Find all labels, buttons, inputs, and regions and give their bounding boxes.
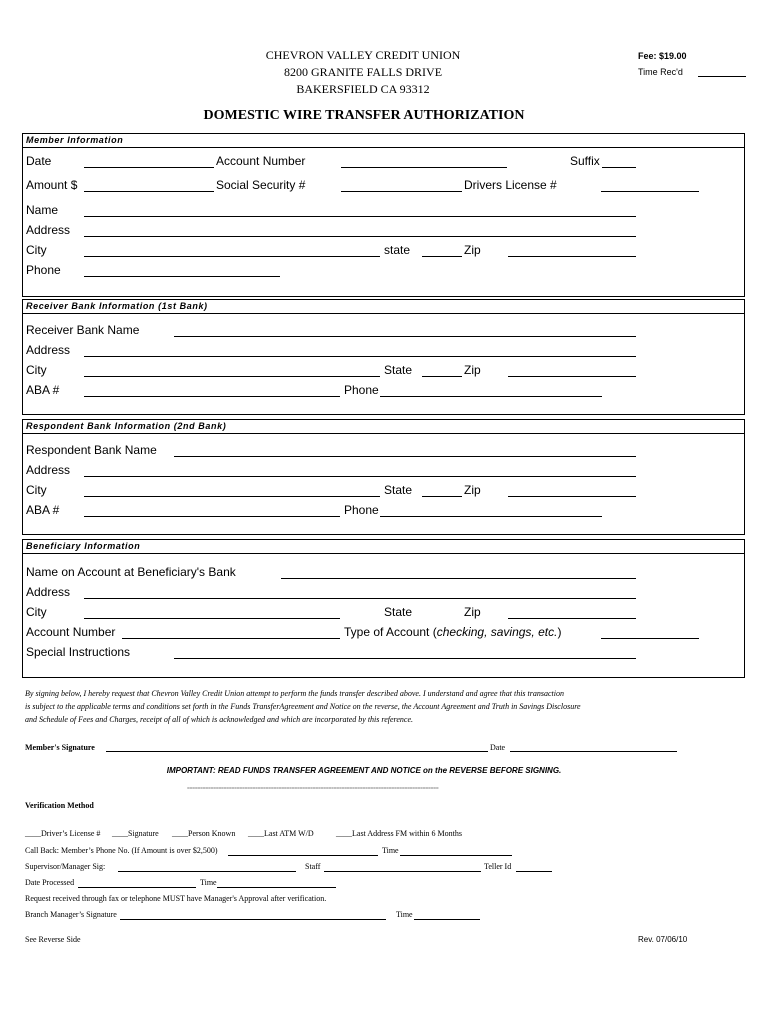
verify-signature[interactable]: ____Signature: [112, 829, 159, 838]
revision-date: Rev. 07/06/10: [638, 935, 688, 944]
verification-heading: Verification Method: [25, 801, 94, 810]
receiver-bank-name-label: Receiver Bank Name: [26, 323, 140, 337]
section-heading-respondent: Respondent Bank Information (2nd Bank): [22, 419, 745, 434]
callback-time-label: Time: [382, 846, 399, 855]
drivers-license-field[interactable]: [601, 191, 699, 192]
staff-label: Staff: [305, 862, 321, 871]
org-name: CHEVRON VALLEY CREDIT UNION: [265, 48, 461, 62]
fee-label: Fee: $19.00: [638, 51, 687, 61]
signature-date-label: Date: [490, 743, 506, 752]
drivers-license-label: Drivers License #: [464, 178, 557, 192]
receiver-city-label: City: [26, 363, 47, 377]
respondent-city-field[interactable]: [84, 496, 380, 497]
amount-field[interactable]: [84, 191, 214, 192]
date-processed-label: Date Processed: [25, 878, 75, 887]
receiver-city-field[interactable]: [84, 376, 380, 377]
receiver-aba-field[interactable]: [84, 396, 340, 397]
type-of-account-field[interactable]: [601, 638, 699, 639]
processed-time-label: Time: [200, 878, 217, 887]
beneficiary-city-label: City: [26, 605, 47, 619]
type-of-account-suffix: ): [557, 625, 562, 639]
respondent-state-field[interactable]: [422, 496, 462, 497]
beneficiary-name-field[interactable]: [281, 578, 636, 579]
member-signature-label: Member's Signature: [25, 743, 95, 752]
respondent-address-field[interactable]: [84, 476, 636, 477]
important-notice: IMPORTANT: READ FUNDS TRANSFER AGREEMENT AND NOTICE on the REVERSE BEFORE SIGNING.: [166, 766, 562, 775]
amount-label: Amount $: [26, 178, 78, 192]
respondent-phone-field[interactable]: [380, 516, 602, 517]
date-field[interactable]: [84, 167, 214, 168]
section-heading-receiver: Receiver Bank Information (1st Bank): [22, 299, 745, 314]
member-phone-field[interactable]: [84, 276, 280, 277]
callback-label: Call Back: Member’s Phone No. (If Amount is over $2,500): [25, 846, 218, 855]
divider: ================================================================================================: [187, 787, 439, 792]
respondent-state-label: State: [384, 483, 413, 497]
beneficiary-name-label: Name on Account at Beneficiary's Bank: [26, 565, 236, 579]
beneficiary-account-number-field[interactable]: [122, 638, 340, 639]
type-of-account-examples: checking, savings, etc.: [436, 625, 558, 639]
branch-time-field[interactable]: [414, 919, 480, 920]
time-recd-field[interactable]: [698, 76, 746, 77]
staff-field[interactable]: [324, 871, 481, 872]
account-number-label: Account Number: [216, 154, 306, 168]
callback-time-field[interactable]: [400, 855, 512, 856]
member-city-label: City: [26, 243, 47, 257]
verify-last-address[interactable]: ____Last Address FM within 6 Months: [336, 829, 463, 838]
respondent-city-label: City: [26, 483, 47, 497]
respondent-aba-label: ABA #: [26, 503, 60, 517]
special-instructions-label: Special Instructions: [26, 645, 131, 659]
receiver-aba-label: ABA #: [26, 383, 60, 397]
suffix-field[interactable]: [602, 167, 636, 168]
verify-person-known[interactable]: ____Person Known: [172, 829, 236, 838]
time-recd-label: Time Rec'd: [638, 67, 683, 77]
branch-manager-sig-field[interactable]: [120, 919, 386, 920]
org-address-line1: 8200 GRANITE FALLS DRIVE: [283, 65, 443, 79]
receiver-address-field[interactable]: [84, 356, 636, 357]
beneficiary-zip-label: Zip: [464, 605, 481, 619]
date-processed-field[interactable]: [78, 887, 196, 888]
member-phone-label: Phone: [26, 263, 61, 277]
respondent-zip-field[interactable]: [508, 496, 636, 497]
member-section: [22, 147, 745, 297]
name-label: Name: [26, 203, 59, 217]
type-of-account-prefix: Type of Account (: [344, 625, 437, 639]
callback-phone-field[interactable]: [228, 855, 378, 856]
beneficiary-state-label: State: [384, 605, 413, 619]
ssn-label: Social Security #: [216, 178, 306, 192]
receiver-state-label: State: [384, 363, 413, 377]
member-address-label: Address: [26, 223, 71, 237]
respondent-bank-name-label: Respondent Bank Name: [26, 443, 157, 457]
teller-id-field[interactable]: [516, 871, 552, 872]
beneficiary-zip-field[interactable]: [508, 618, 636, 619]
receiver-bank-name-field[interactable]: [174, 336, 636, 337]
agreement-line-1: By signing below, I hereby request that Chevron Valley Credit Union attempt to perform the funds transfer described above. I understand and agree that this transaction: [25, 689, 564, 698]
respondent-phone-label: Phone: [344, 503, 379, 517]
supervisor-sig-label: Supervisor/Manager Sig:: [25, 862, 106, 871]
member-zip-label: Zip: [464, 243, 481, 257]
beneficiary-city-field[interactable]: [84, 618, 340, 619]
respondent-zip-label: Zip: [464, 483, 481, 497]
receiver-phone-label: Phone: [344, 383, 379, 397]
respondent-aba-field[interactable]: [84, 516, 340, 517]
member-signature-field[interactable]: [106, 751, 488, 752]
member-address-field[interactable]: [84, 236, 636, 237]
member-city-field[interactable]: [84, 256, 380, 257]
receiver-phone-field[interactable]: [380, 396, 602, 397]
respondent-address-label: Address: [26, 463, 71, 477]
supervisor-sig-field[interactable]: [118, 871, 296, 872]
beneficiary-address-field[interactable]: [84, 598, 636, 599]
respondent-bank-name-field[interactable]: [174, 456, 636, 457]
receiver-address-label: Address: [26, 343, 71, 357]
account-number-field[interactable]: [341, 167, 507, 168]
agreement-line-2: is subject to the applicable terms and conditions set forth in the Funds TransferAgreement and Notice on the reverse, the Account Agreement and Truth in Savings Disclosure: [25, 702, 581, 711]
receiver-zip-field[interactable]: [508, 376, 636, 377]
fax-approval-note: Request received through fax or telephone MUST have Manager's Approval after verification.: [25, 894, 327, 903]
processed-time-field[interactable]: [217, 887, 336, 888]
verify-drivers-license[interactable]: ____Driver’s License #: [25, 829, 101, 838]
receiver-state-field[interactable]: [422, 376, 462, 377]
member-state-field[interactable]: [422, 256, 462, 257]
ssn-field[interactable]: [341, 191, 462, 192]
verify-last-atm[interactable]: ____Last ATM W/D: [248, 829, 314, 838]
agreement-line-3: and Schedule of Fees and Charges, receipt of all of which is acknowledged and which are incorporated by this reference.: [25, 715, 413, 724]
org-address-line2: BAKERSFIELD CA 93312: [296, 82, 430, 96]
receiver-zip-label: Zip: [464, 363, 481, 377]
teller-id-label: Teller Id: [484, 862, 512, 871]
beneficiary-address-label: Address: [26, 585, 71, 599]
member-zip-field[interactable]: [508, 256, 636, 257]
section-heading-beneficiary: Beneficiary Information: [22, 539, 745, 554]
beneficiary-account-number-label: Account Number: [26, 625, 116, 639]
see-reverse-side: See Reverse Side: [25, 935, 81, 944]
suffix-label: Suffix: [570, 154, 600, 168]
date-label: Date: [26, 154, 52, 168]
section-heading-member: Member Information: [22, 133, 745, 148]
signature-date-field[interactable]: [510, 751, 677, 752]
member-state-label: state: [384, 243, 411, 257]
branch-time-label: Time: [396, 910, 413, 919]
type-of-account-label: [344, 625, 561, 639]
special-instructions-field[interactable]: [174, 658, 636, 659]
name-field[interactable]: [84, 216, 636, 217]
branch-manager-sig-label: Branch Manager’s Signature: [25, 910, 117, 919]
form-title: DOMESTIC WIRE TRANSFER AUTHORIZATION: [203, 108, 525, 123]
